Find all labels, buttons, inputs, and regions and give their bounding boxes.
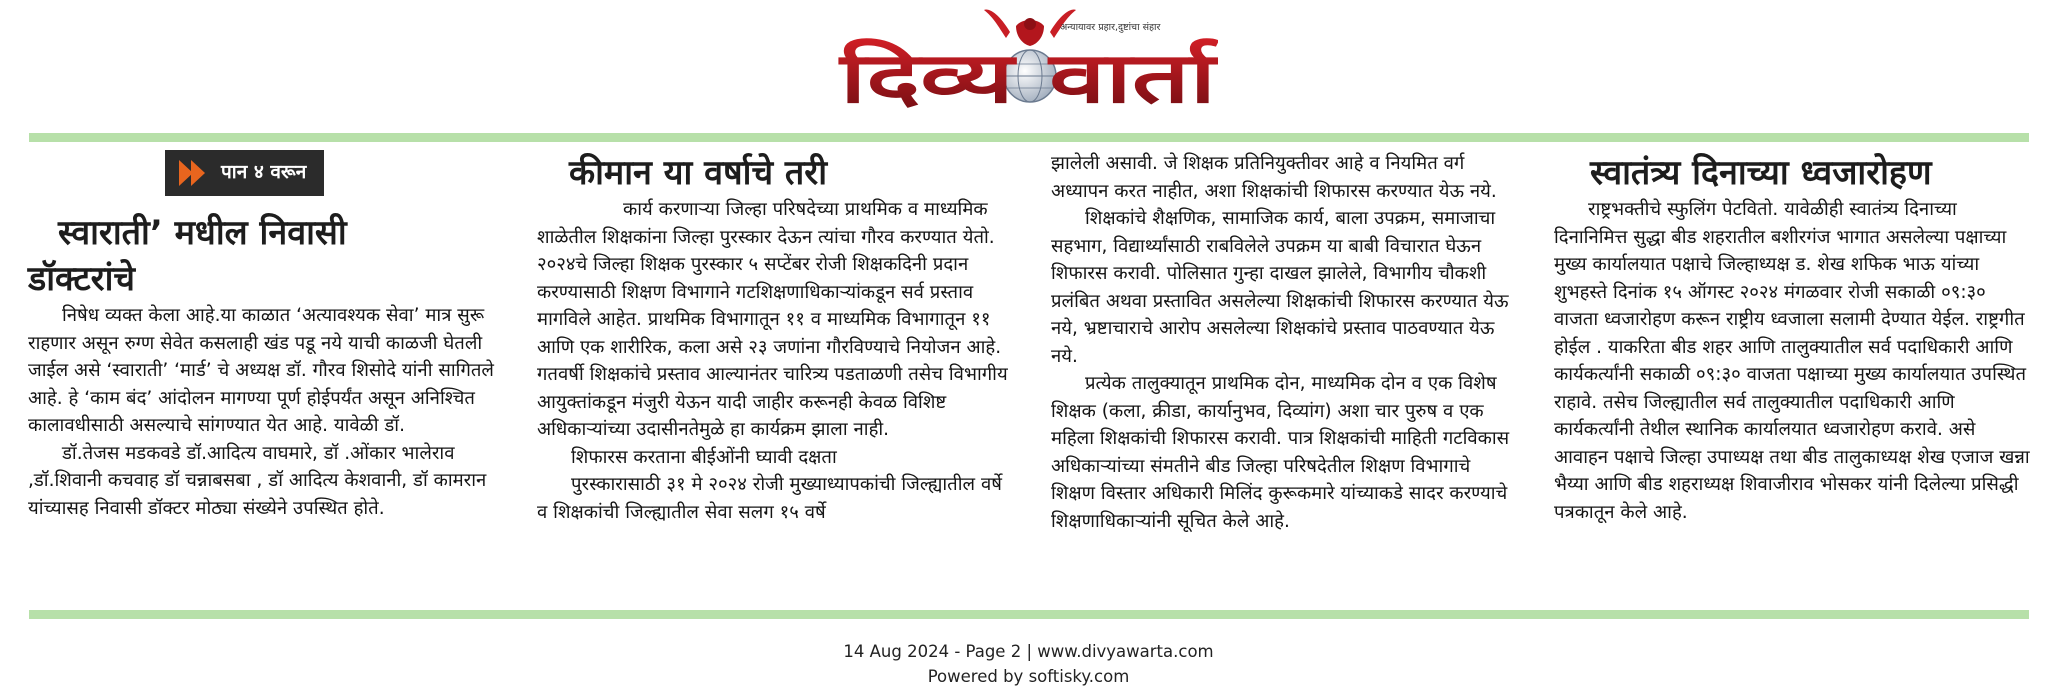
article-column-3 — [1051, 150, 1513, 535]
top-rule — [29, 133, 2029, 142]
continued-from-chip — [165, 150, 324, 196]
footer-powered-by: Powered by softisky.com — [927, 667, 1130, 686]
article-column-4 — [1554, 150, 2034, 526]
logo-wordmark: दिव्य वार्ता — [838, 37, 1218, 112]
footer-date-page: 14 Aug 2024 - Page 2 | www.divyawarta.com — [843, 642, 1214, 661]
logo-graphic — [838, 4, 1218, 112]
masthead-logo — [838, 4, 1218, 112]
article-paragraph: डॉ.तेजस मडकवडे डॉ.आदित्य वाघमारे, डॉ .ओंकार भालेराव ,डॉ.शिवानी कचवाह डॉ चन्नाबसबा , डॉ आदित्य केशवानी, डॉ कामरान यांच्यासह निवासी डॉक्टर मोठ्या संख्येने उपस्थित होते. — [28, 442, 487, 519]
chip-label: पान ४ वरून — [221, 161, 307, 184]
article-headline: स्वाराती’ मधील निवासी — [58, 213, 347, 253]
article-paragraph: प्रत्येक तालुक्यातून प्राथमिक दोन, माध्यमिक दोन व एक विशेष शिक्षक (कला, क्रीडा, कार्यानुभव, दिव्यांग) अशा चार पुरुष व एक महिला शिक्षकांची शिफारस करावी. पात्र शिक्षकांची माहिती गटविकास अधिकाऱ्यांच्या संमतीने बीड जिल्हा परिषदेतील शिक्षण विभागाचे शिक्षण विस्तार अधिकारी मिलिंद कुरूकमारे यांच्याकडे सादर करण्याचे शिक्षणाधिकाऱ्यांनी सूचित केले आहे. — [1051, 373, 1510, 532]
double-arrow-icon — [179, 160, 213, 186]
bottom-rule — [29, 610, 2029, 619]
article-headline-cont: डॉक्टरांचे — [28, 259, 135, 299]
article-headline: कीमान या वर्षाचे तरी — [569, 153, 828, 193]
article-column-1 — [28, 150, 514, 522]
article-paragraph: कार्य करणाऱ्या जिल्हा परिषदेच्या प्राथमिक व माध्यमिक शाळेतील शिक्षकांना जिल्हा पुरस्कार देऊन त्यांचा गौरव करण्यात येतो. २०२४चे जिल्हा शिक्षक पुरस्कार ५ सप्टेंबर रोजी शिक्षकदिनी प्रदान करण्यासाठी शिक्षण विभागाने गटशिक्षणाधिकाऱ्यांकडून सर्व प्रस्ताव मागविले आहेत. प्राथमिक विभागातून ११ व माध्यमिक विभागातून ११ आणि एक शारीरिक, कला असे २३ जणांना गौरविण्याचे नियोजन आहे. गतवर्षी शिक्षकांचे प्रस्ताव आल्यानंतर चारित्र्य पडताळणी तसेच विभागीय आयुक्तांकडून मंजुरी येऊन यादी जाहीर करूनही केवळ विशिष्ट अधिकाऱ्यांच्या उदासीनतेमुळे हा कार्यक्रम झाला नाही. — [537, 199, 1008, 440]
article-paragraph: निषेध व्यक्त केला आहे.या काळात ‘अत्यावश्यक सेवा’ मात्र सुरू राहणार असून रुग्ण सेवेत कसलाही खंड पडू नये याची काळजी घेतली जाईल असे ‘स्वाराती’ ‘मार्ड’ चे अध्यक्ष डॉ. गौरव शिसोदे यांनी सागितले आहे. हे ‘काम बंद’ आंदोलन मागण्या पूर्ण होईपर्यंत असून अनिश्चित कालावधीसाठी असल्याचे सांगण्यात येत आहे. यावेळी डॉ. — [28, 305, 494, 436]
article-paragraph: शिक्षकांचे शैक्षणिक, सामाजिक कार्य, बाला उपक्रम, समाजाचा सहभाग, विद्यार्थ्यांसाठी राबविलेले उपक्रम या बाबी विचारात घेऊन शिफारस करावी. पोलिसात गुन्हा दाखल झालेले, विभागीय चौकशी प्रलंबित अथवा प्रस्तावित असलेल्या शिक्षकांची शिफारस करण्यात येऊ नये, भ्रष्टाचाराचे आरोप असलेल्या शिक्षकांचे प्रस्ताव पाठवण्यात येऊ नये. — [1051, 208, 1509, 367]
article-subheading: शिफारस करताना बीईओंनी घ्यावी दक्षता — [571, 446, 837, 468]
article-column-2 — [537, 150, 1017, 526]
article-paragraph: झालेली असावी. जे शिक्षक प्रतिनियुक्तीवर आहे व नियमित वर्ग अध्यापन करत नाहीत, अशा शिक्षकांची शिफारस करण्यात येऊ नये. — [1051, 153, 1497, 202]
article-paragraph: पुरस्कारासाठी ३१ मे २०२४ रोजी मुख्याध्यापकांची जिल्ह्यातील वर्षे व शिक्षकांची जिल्ह्यातील सेवा सलग १५ वर्षे — [537, 474, 1002, 523]
article-paragraph: राष्ट्रभक्तीचे स्फुलिंग पेटवितो. यावेळीही स्वातंत्र्य दिनाच्या दिनानिमित्त सुद्धा बीड शहरातील बशीरगंज भागात असलेल्या पक्षाच्या मुख्य कार्यालयात पक्षाचे जिल्हाध्यक्ष ड. शेख शफिक भाऊ यांच्या शुभहस्ते दिनांक १५ ऑगस्ट २०२४ मंगळवार रोजी सकाळी ०९:३० वाजता ध्वजारोहण करून राष्ट्रीय ध्वजाला सलामी देण्यात येईल. राष्ट्रगीत होईल . याकरिता बीड शहर आणि तालुक्यातील सर्व पदाधिकारी आणि कार्यकर्त्यांनी सकाळी ०९:३० वाजता पक्षाच्या मुख्य कार्यालयात उपस्थित राहावे. तसेच जिल्ह्यातील सर्व तालुक्यातील पदाधिकारी आणि कार्यकर्त्यांनी तेथील स्थानिक कार्यालयात ध्वजारोहण करावे. असे आवाहन पक्षाचे जिल्हा उपाध्यक्ष तथा बीड तालुकाध्यक्ष शेख एजाज खन्ना भैय्या आणि बीड शहराध्यक्ष शिवाजीराव भोसकर यांनी दिलेल्या प्रसिद्धी पत्रकातून केले आहे. — [1554, 199, 2030, 523]
article-headline: स्वातंत्र्य दिनाच्या ध्वजारोहण — [1590, 153, 1932, 193]
logo-tagline: अन्यायावर प्रहार,दुष्टांचा संहार — [1060, 22, 1161, 33]
